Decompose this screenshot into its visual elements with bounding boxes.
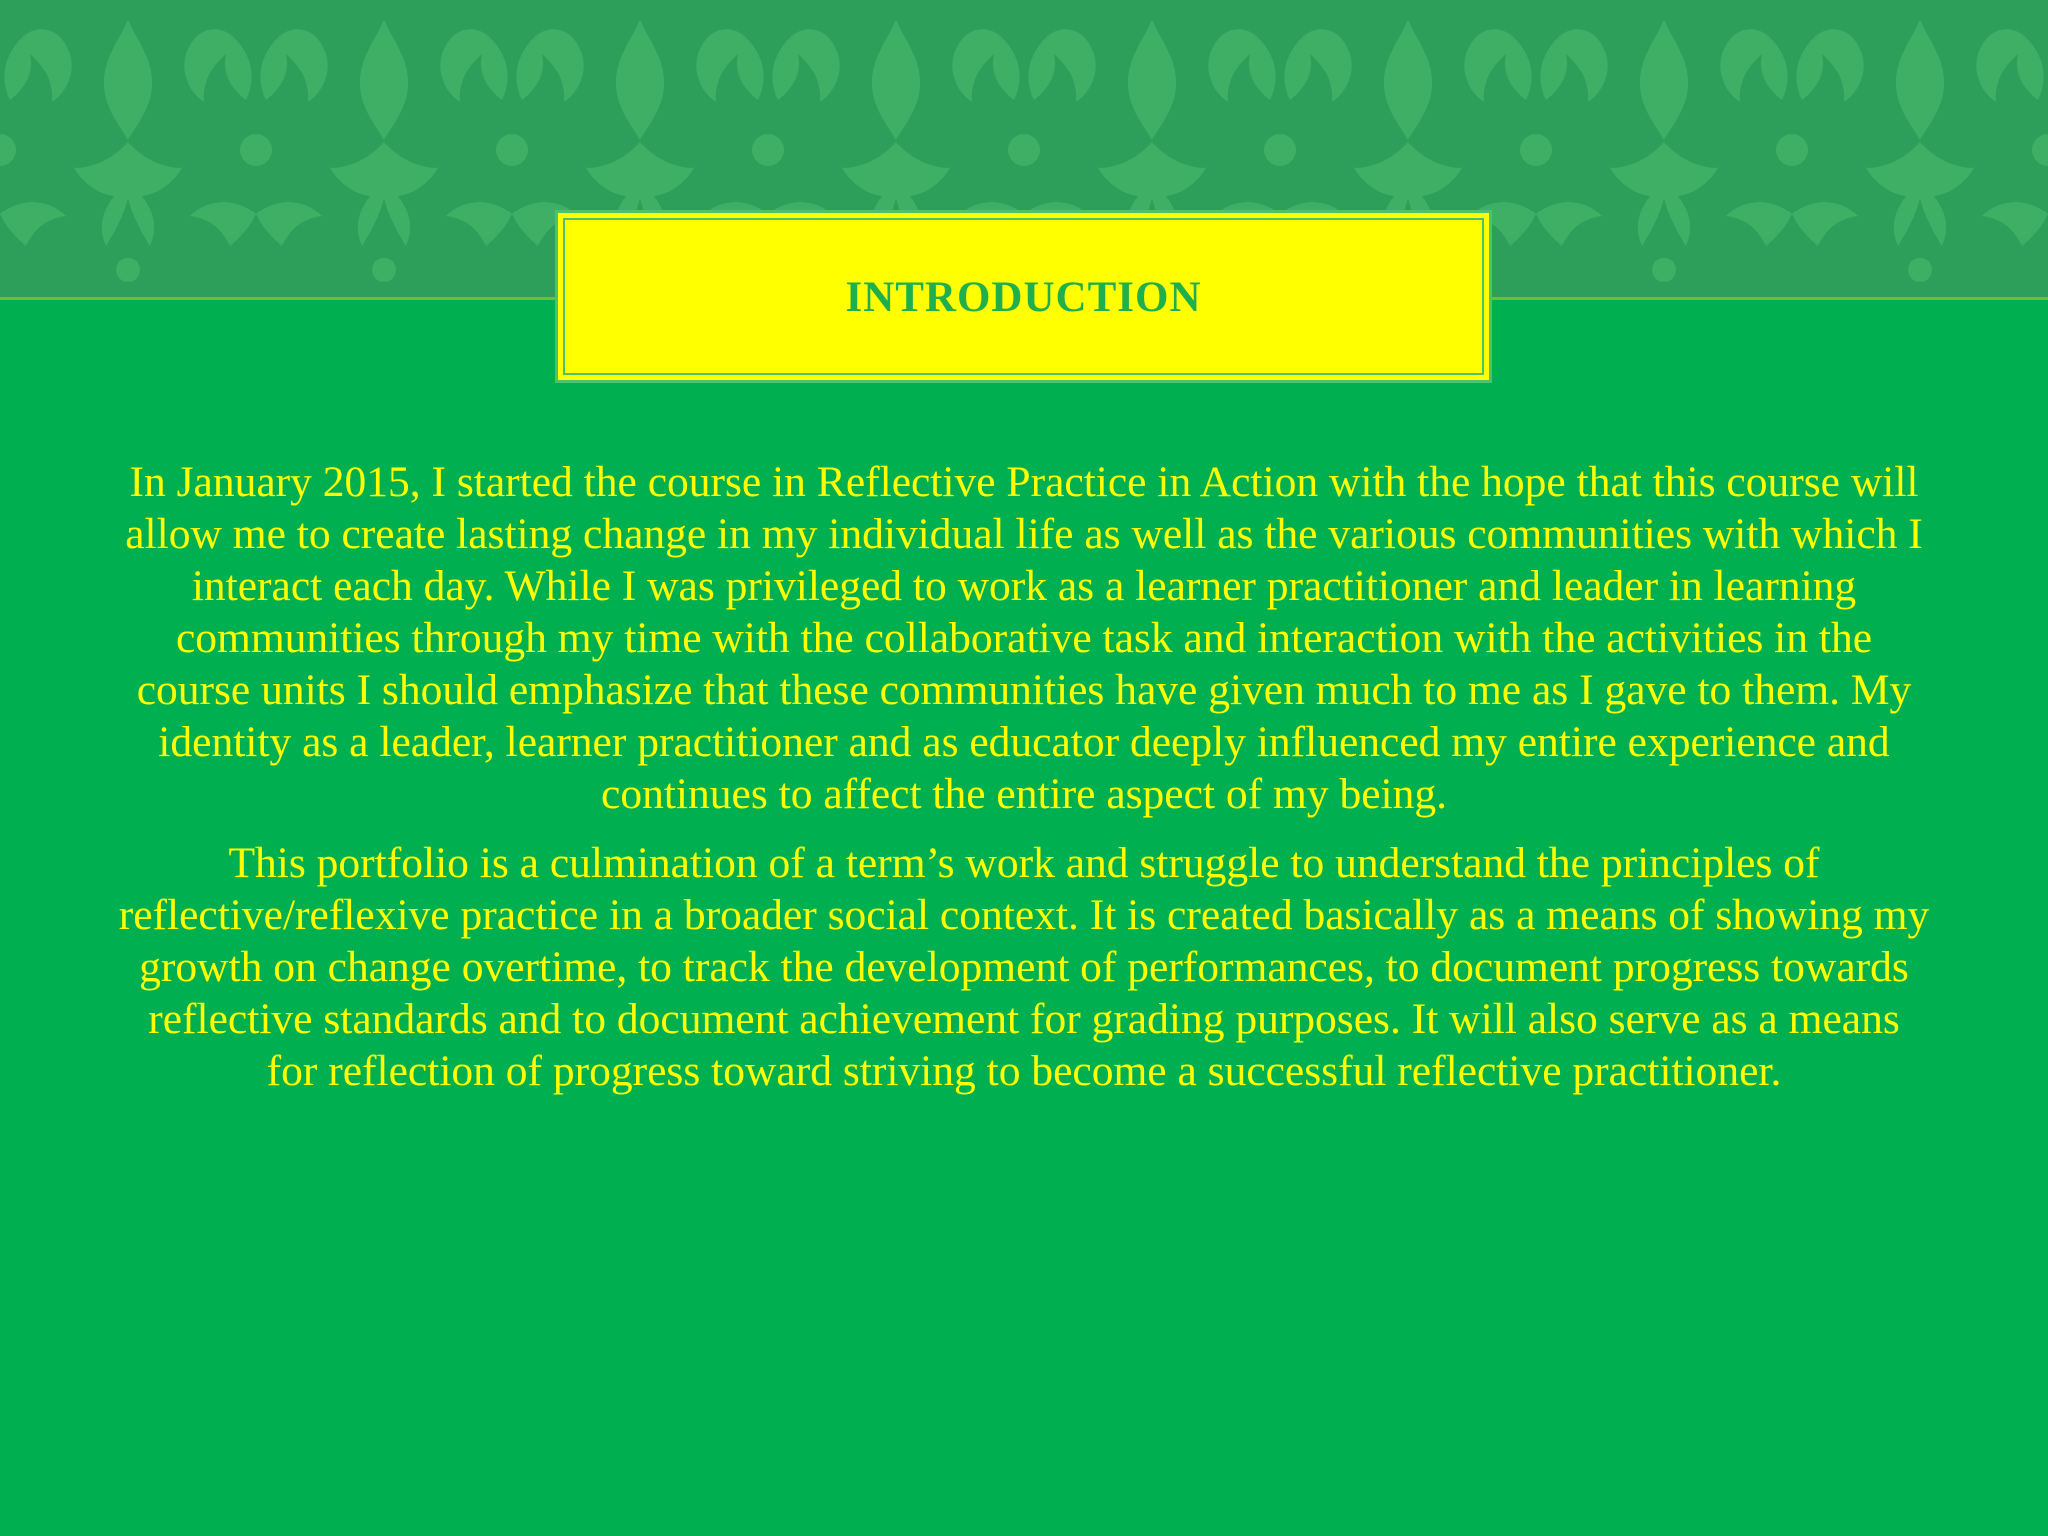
title-box [555,210,1492,383]
slide-title: INTRODUCTION [845,274,1202,321]
body-text [118,456,1930,1097]
paragraph-portfolio: This portfolio is a culmination of a term’s work and struggle to understand the principles of reflective/reflexive practice in a broader social context. It is created basically as a means of showing my growth on change overtime, to track the development of performances, to document progress towards reflective standards and to document achievement for grading purposes. It will also serve as a means for reflection of progress toward striving to become a successful reflective practitioner. [118,839,1930,1095]
paragraph-intro: In January 2015, I started the course in Reflective Practice in Action with the hope that this course will allow me to create lasting change in my individual life as well as the various communities with which I interact each day. While I was privileged to work as a learner practitioner and leader in learning communities through my time with the collaborative task and interaction with the activities in the course units I should emphasize that these communities have given much to me as I gave to them. My identity as a leader, learner practitioner and as educator deeply influenced my entire experience and continues to affect the entire aspect of my being. [125,458,1923,818]
